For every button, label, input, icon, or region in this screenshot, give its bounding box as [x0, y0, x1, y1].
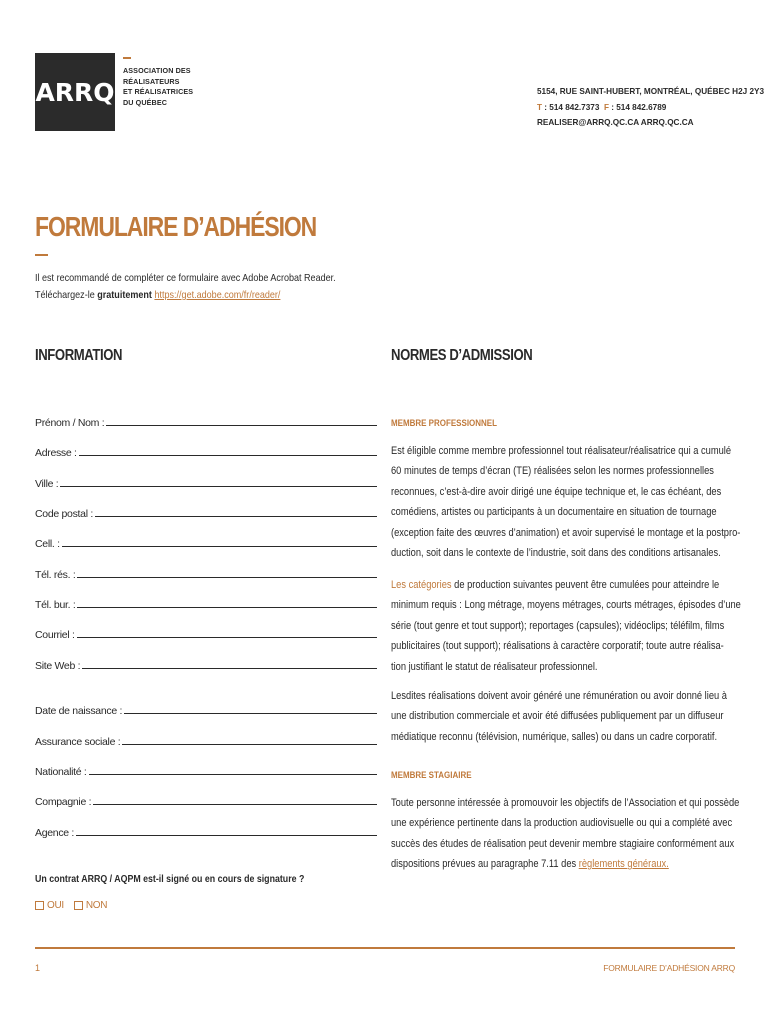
association-line: DU QUÉBEC	[123, 97, 168, 107]
field-cell[interactable]	[35, 534, 377, 550]
membre-professionnel-heading: MEMBRE PROFESSIONNEL	[391, 418, 497, 429]
membre-stagiaire-heading: MEMBRE STAGIAIRE	[391, 770, 472, 781]
field-assurance-sociale[interactable]	[35, 732, 377, 748]
fax-prefix: F	[603, 102, 609, 112]
intro-text	[35, 270, 336, 304]
text-line: reconnues, c’est-à-dire avoir dirigé une équipe technique et, le cas échéant, des	[391, 485, 722, 498]
field-label: Compagnie :	[35, 796, 92, 808]
field-label: Cell. :	[35, 538, 60, 550]
field-date-naissance[interactable]	[35, 701, 377, 717]
field-compagnie[interactable]	[35, 792, 377, 808]
field-input-line[interactable]	[77, 607, 377, 608]
field-input-line[interactable]	[60, 486, 377, 487]
field-label: Assurance sociale :	[35, 736, 121, 748]
contact-block	[537, 84, 764, 131]
text-line: (exception faite des œuvres d’animation) et avoir supervisé le montage et la postpro-	[391, 526, 741, 539]
arrq-logo	[35, 53, 115, 131]
contract-options	[35, 900, 107, 911]
title-accent-dash	[35, 254, 48, 256]
field-input-line[interactable]	[122, 744, 377, 745]
email-web: REALISER@ARRQ.QC.CA ARRQ.QC.CA	[537, 118, 694, 127]
text-line: tion justifiant le statut de réalisateur professionnel.	[391, 660, 598, 673]
intro-line-1: Il est recommandé de compléter ce formulaire avec Adobe Acrobat Reader.	[35, 272, 336, 284]
pro-paragraph-2	[391, 575, 741, 677]
field-label: Tél. bur. :	[35, 599, 76, 611]
option-label: NON	[85, 900, 108, 911]
text-line: Est éligible comme membre professionnel tout réalisateur/réalisatrice qui a cumulé	[391, 445, 732, 457]
field-prenom-nom[interactable]	[35, 413, 377, 429]
text-line: 60 minutes de temps d’écran (TE) réalisées selon les normes professionnelles	[391, 465, 714, 478]
association-line: ET RÉALISATRICES	[123, 87, 194, 96]
fax: : 514 842.6789	[611, 102, 667, 112]
categories-link[interactable]: Les catégories	[391, 579, 452, 591]
footer-title: FORMULAIRE D’ADHÉSION ARRQ	[603, 963, 735, 973]
intro-prefix: Téléchargez-le	[35, 289, 98, 301]
field-input-line[interactable]	[89, 774, 377, 775]
field-input-line[interactable]	[79, 455, 377, 456]
field-courriel[interactable]	[35, 625, 377, 641]
field-ville[interactable]	[35, 474, 377, 490]
text-fragment: de production suivantes peuvent être cumulées pour atteindre le	[451, 579, 720, 591]
phone-fax	[537, 100, 764, 116]
field-label: Agence :	[35, 827, 75, 839]
field-agence[interactable]	[35, 823, 377, 839]
field-tel-res[interactable]	[35, 565, 377, 581]
text-line: publicitaires (tout support); réalisations à caractère corporatif; toute autre réalisa-	[391, 640, 724, 653]
field-label: Tél. rés. :	[35, 569, 76, 581]
option-non[interactable]	[74, 900, 107, 911]
field-input-line[interactable]	[95, 516, 377, 517]
field-input-line[interactable]	[124, 713, 377, 714]
pro-paragraph-1	[391, 441, 741, 563]
field-input-line[interactable]	[77, 577, 377, 578]
field-adresse[interactable]	[35, 443, 377, 459]
intro-line-2	[35, 287, 336, 304]
field-label: Courriel :	[35, 629, 75, 641]
checkbox-oui[interactable]	[35, 901, 44, 910]
field-label: Ville :	[35, 478, 59, 490]
reglements-link[interactable]: règlements généraux.	[578, 858, 669, 871]
intro-bold: gratuitement	[97, 289, 152, 301]
field-input-line[interactable]	[76, 835, 377, 836]
address: 5154, RUE SAINT-HUBERT, MONTRÉAL, QUÉBEC H2J 2Y3	[537, 87, 765, 96]
information-heading: INFORMATION	[35, 347, 123, 364]
field-input-line[interactable]	[62, 546, 377, 547]
text-fragment: dispositions prévues au paragraphe 7.11 des	[391, 858, 579, 871]
page-title: FORMULAIRE D’ADHÉSION	[35, 211, 317, 242]
text-line: série (tout genre et tout support); reportages (capsules); vidéoclips; téléfilm, films	[391, 619, 725, 632]
page-number: 1	[35, 963, 41, 973]
field-label: Nationalité :	[35, 766, 87, 778]
logo-text: ARRQ	[35, 77, 115, 107]
phone-prefix: T	[537, 102, 543, 112]
field-tel-bur[interactable]	[35, 595, 377, 611]
phone: : 514 842.7373	[544, 102, 600, 112]
text-line: duction, soit dans le contexte de l’industrie, soit dans des conditions artisanales.	[391, 547, 721, 560]
field-label: Code postal :	[35, 508, 93, 520]
text-line: Toute personne intéressée à promouvoir les objectifs de l’Association et qui possède	[391, 797, 740, 809]
field-input-line[interactable]	[106, 425, 377, 426]
text-line	[391, 854, 733, 874]
field-site-web[interactable]	[35, 656, 377, 672]
field-label: Adresse :	[35, 447, 77, 459]
normes-heading: NORMES D’ADMISSION	[391, 347, 533, 364]
contract-question: Un contrat ARRQ / AQPM est-il signé ou en cours de signature ?	[35, 873, 305, 885]
field-label: Site Web :	[35, 660, 81, 672]
pro-paragraph-3	[391, 686, 733, 747]
text-line: une expérience pertinente dans la production audiovisuelle ou qui a complété avec	[391, 817, 733, 830]
adobe-reader-link[interactable]: https://get.adobe.com/fr/reader/	[154, 289, 281, 301]
text-line: minimum requis : Long métrage, moyens métrages, courts métrages, épisodes d’une	[391, 599, 741, 612]
option-label: OUI	[47, 900, 64, 911]
field-nationalite[interactable]	[35, 762, 377, 778]
text-line	[391, 575, 733, 595]
footer-rule	[35, 947, 735, 949]
association-name	[123, 66, 193, 108]
association-line: RÉALISATEURS	[123, 76, 180, 86]
field-input-line[interactable]	[82, 668, 377, 669]
association-line: ASSOCIATION DES	[123, 66, 191, 75]
text-line: succès des études de réalisation peut devenir membre stagiaire conformément aux	[391, 837, 735, 850]
text-line: médiatique reconnu (télévision, numérique, salles) ou dans un cadre corporatif.	[391, 730, 718, 743]
field-code-postal[interactable]	[35, 504, 377, 520]
field-input-line[interactable]	[93, 804, 377, 805]
option-oui[interactable]	[35, 900, 64, 911]
field-label: Prénom / Nom :	[35, 417, 105, 429]
checkbox-non[interactable]	[74, 901, 83, 910]
text-line: une distribution commerciale et avoir été diffusées publiquement par un diffuseur	[391, 710, 724, 723]
stagiaire-paragraph	[391, 793, 740, 875]
field-label: Date de naissance :	[35, 705, 123, 717]
logo-accent-dash	[123, 57, 131, 59]
text-line: Lesdites réalisations doivent avoir généré une rémunération ou avoir donné lieu à	[391, 690, 727, 702]
text-line: comédiens, artistes ou participants à un documentaire en situation de tournage	[391, 506, 717, 519]
field-input-line[interactable]	[77, 637, 377, 638]
